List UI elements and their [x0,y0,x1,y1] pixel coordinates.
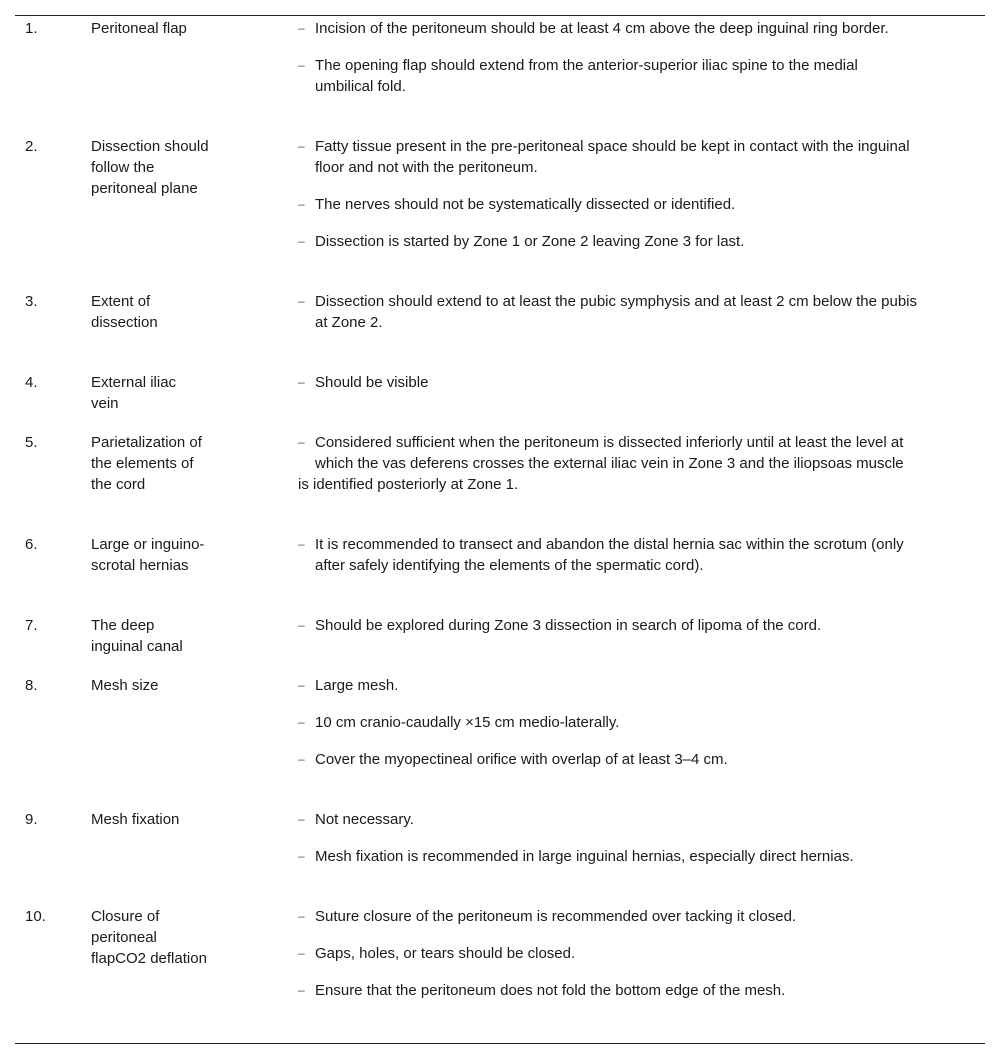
dash-bullet: – [298,849,305,863]
list-item: – Considered sufficient when the peritoneum is dissected inferiorly until at least the level at which the vas deferens crosses the external iliac vein in Zone 3 and the iliopsoas muscle is identified posteriorly at Zone 1. [298,434,904,493]
dash-bullet: – [298,983,305,997]
row-topic: Dissection should follow the peritoneal plane [91,138,209,197]
dash-bullet: – [298,435,305,449]
list-item: – Large mesh. [298,677,399,694]
row-topic: Extent of dissection [91,293,158,331]
row-items [298,291,968,349]
dash-bullet: – [298,812,305,826]
list-item: – Suture closure of the peritoneum is recommended over tacking it closed. [298,908,797,925]
dash-bullet: – [298,946,305,960]
dash-bullet: – [298,715,305,729]
row-number: 5. [25,434,38,451]
list-item: – Fatty tissue present in the pre-peritoneal space should be kept in contact with the inguinal floor and not with the peritoneum. [298,138,910,176]
list-item: – It is recommended to transect and abandon the distal hernia sac within the scrotum (only after safely identifying the elements of the spermatic cord). [298,536,904,574]
row-number: 8. [25,677,38,694]
list-item: – Dissection should extend to at least the pubic symphysis and at least 2 cm below the pubis at Zone 2. [298,293,917,331]
row-number: 9. [25,811,38,828]
dash-bullet: – [298,618,305,632]
row-number: 6. [25,536,38,553]
table-bottom-rule [15,1043,985,1044]
row-topic: Parietalization of the elements of the cord [91,434,202,493]
list-item: – Should be visible [298,374,429,391]
row-number: 2. [25,138,38,155]
row-topic: The deep inguinal canal [91,617,183,655]
row-items [298,615,968,652]
row-topic: Peritoneal flap [91,20,187,37]
row-items [298,372,968,409]
dash-bullet: – [298,294,305,308]
row-topic: Mesh fixation [91,811,180,828]
dash-bullet: – [298,752,305,766]
dash-bullet: – [298,58,305,72]
row-number: 1. [25,20,38,37]
list-item: – Mesh fixation is recommended in large inguinal hernias, especially direct hernias. [298,848,854,865]
table-top-rule [15,15,985,16]
list-item: – Gaps, holes, or tears should be closed. [298,945,576,962]
dash-bullet: – [298,139,305,153]
row-topic: Closure of peritoneal flapCO2 deflation [91,908,207,967]
list-item: – Ensure that the peritoneum does not fold the bottom edge of the mesh. [298,982,786,999]
list-item: – The nerves should not be systematically dissected or identified. [298,196,736,213]
dash-bullet: – [298,537,305,551]
row-number: 10. [25,908,46,925]
dash-bullet: – [298,909,305,923]
dash-bullet: – [298,197,305,211]
row-items [298,809,968,883]
list-item: – Not necessary. [298,811,414,828]
row-number: 3. [25,293,38,310]
dash-bullet: – [298,21,305,35]
list-item: – Should be explored during Zone 3 dissection in search of lipoma of the cord. [298,617,822,634]
row-number: 7. [25,617,38,634]
row-items [298,432,968,511]
list-item: – The opening flap should extend from the anterior-superior iliac spine to the medial umbilical fold. [298,57,858,95]
row-topic: Large or inguino- scrotal hernias [91,536,205,574]
row-items [298,534,968,592]
dash-bullet: – [298,678,305,692]
row-topic: Mesh size [91,677,159,694]
row-items [298,906,968,1017]
row-items [298,675,968,786]
list-item: – Dissection is started by Zone 1 or Zone 2 leaving Zone 3 for last. [298,233,745,250]
dash-bullet: – [298,234,305,248]
row-items [298,18,968,113]
row-items [298,136,968,268]
row-topic: External iliac vein [91,374,177,412]
list-item: – Incision of the peritoneum should be at least 4 cm above the deep inguinal ring border. [298,20,889,37]
list-item: – 10 cm cranio-caudally ×15 cm medio-laterally. [298,714,620,731]
row-number: 4. [25,374,38,391]
list-item: – Cover the myopectineal orifice with overlap of at least 3–4 cm. [298,751,728,768]
dash-bullet: – [298,375,305,389]
